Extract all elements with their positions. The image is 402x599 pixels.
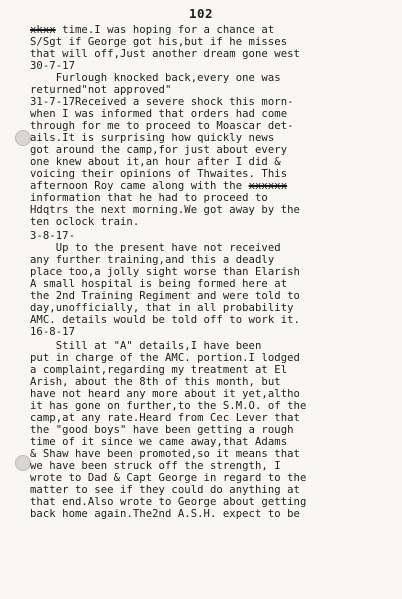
text-line: Arish, about the 8th of this month, but bbox=[30, 376, 281, 388]
text-line: Up to the present have not received bbox=[30, 242, 281, 254]
text-line: have not heard any more about it yet,altho bbox=[30, 388, 300, 400]
text-line: place too,a jolly sight worse than Elarish bbox=[30, 266, 300, 278]
text-line: back home again.The2nd A.S.H. expect to be bbox=[30, 508, 300, 520]
text-line: returned"not approved" bbox=[30, 84, 172, 96]
text-line: & Shaw have been promoted,so it means that bbox=[30, 448, 300, 460]
text-line: wrote to Dad & Capt George in regard to the bbox=[30, 472, 307, 484]
text-line: ten oclock train. bbox=[30, 216, 140, 228]
text-line: ails.It is surprising how quickly news bbox=[30, 132, 275, 144]
struck-word: xxxxxx bbox=[248, 180, 288, 192]
text-line: we have been struck off the strength, I bbox=[30, 460, 281, 472]
text-line: any further training,and this a deadly bbox=[30, 254, 275, 266]
text-line: matter to see if they could do anything at bbox=[30, 484, 300, 496]
punch-hole bbox=[15, 455, 31, 471]
struck-word: xkxx bbox=[30, 24, 56, 36]
date-line: 30-7-17 bbox=[30, 60, 75, 72]
text-line: that will off,Just another dream gone west bbox=[30, 48, 300, 60]
text-line: afternoon Roy came along with the xxxxxx bbox=[30, 180, 288, 192]
page-number: 102 bbox=[188, 6, 214, 21]
text-line: Furlough knocked back,every one was bbox=[30, 72, 281, 84]
text-line: one knew about it,an hour after I did & bbox=[30, 156, 281, 168]
text-line: voicing their opinions of Thwaites. This bbox=[30, 168, 288, 180]
text-line: that end.Also wrote to George about getting bbox=[30, 496, 307, 508]
text-line: time of it since we came away,that Adams bbox=[30, 436, 288, 448]
text-line: a complaint,regarding my treatment at El bbox=[30, 364, 288, 376]
text-line: it has gone on further,to the S.M.O. of the bbox=[30, 400, 307, 412]
text-line: information that he had to proceed to bbox=[30, 192, 268, 204]
punch-hole bbox=[15, 130, 31, 146]
text-line: got around the camp,for just about every bbox=[30, 144, 288, 156]
text-line: S/Sgt if George got his,but if he misses bbox=[30, 36, 288, 48]
text-line: through for me to proceed to Moascar det- bbox=[30, 120, 294, 132]
text-line: put in charge of the AMC. portion.I lodged bbox=[30, 352, 300, 364]
text-line: Still at "A" details,I have been bbox=[30, 340, 262, 352]
text-line: A small hospital is being formed here at bbox=[30, 278, 288, 290]
date-line: 16-8-17 bbox=[30, 326, 75, 338]
text-line: Hdqtrs the next morning.We got away by the bbox=[30, 204, 300, 216]
text-line: xkxx time.I was hoping for a chance at bbox=[30, 24, 275, 36]
date-line: 3-8-17- bbox=[30, 230, 75, 242]
text-line: camp,at any rate.Heard from Cec Lever that bbox=[30, 412, 300, 424]
text-line: the "good boys" have been getting a rough bbox=[30, 424, 294, 436]
text-line: day,unofficially, that in all probability bbox=[30, 302, 294, 314]
text-line: the 2nd Training Regiment and were told to bbox=[30, 290, 300, 302]
text-line: 31-7-17Received a severe shock this morn- bbox=[30, 96, 294, 108]
text-line: AMC. details would be told off to work it. bbox=[30, 314, 300, 326]
text-line: when I was informed that orders had come bbox=[30, 108, 288, 120]
